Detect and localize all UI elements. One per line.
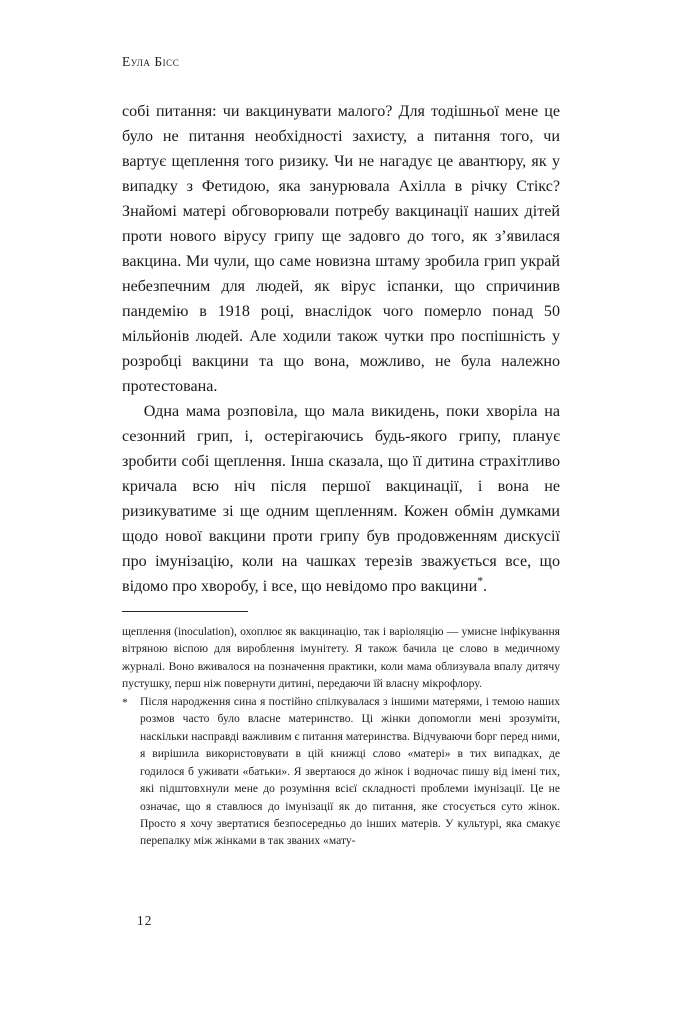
footnote-block xyxy=(122,623,560,850)
footnote-symbol: * xyxy=(122,695,128,709)
body-paragraph: собі питання: чи вакцинувати малого? Для тодішньої мене це було не питання необхідності захисту, а питання того, чи вартує щеплення того ризику. Чи не нагадує це авантюру, як у випадку з Фетидою, яка занурювала Ахілла в річку Стікс? Знайомі матері обговорювали потребу вакцинації наших дітей проти нового вірусу грипу ще задовго до того, як з’явилася вакцина. Ми чули, що саме новизна штаму зробила грип украй небезпечним для людей, як вірус іспанки, що спричинив пандемію в 1918 році, внаслідок чого померло понад 50 мільйонів людей. Але ходили також чутки про поспішність у розробці вакцини та що вона, можливо, не була належно протестована. xyxy=(122,103,560,395)
footnote-reference-marker[interactable]: * xyxy=(477,574,484,588)
footnote-text: Після народження сина я постійно спілкувалася з іншими матерями, і темою наших розмов часто було власне материнство. Ці жінки допомогли мені зрозуміти, наскільки насправді важливим є питання материнства. Відчуваючи борг перед ними, я вирішила використовувати в цій книжці слово «матері» в тих випадках, де годилося б уживати «батьки». Я звертаюся до жінок і водночас пишу від імені тих, які підштовхнули мене до розуміння всієї складності проблеми імунізації. Це не означає, що я ставлюся до імунізації як до питання, яке стосується суто жінок. Просто я хочу звертатися безпосередньо до інших матерів. У культурі, яка смакує перепалку між жінками в так званих «мату- xyxy=(140,694,560,848)
footnote-item xyxy=(122,693,560,850)
footnote-continuation: щеплення (inoculation), охоплює як вакцинацію, так і варіоляцію — умисне інфікування вітряною віспою для вироблення імунітету. Я також бачила це слово в медичному журналі. Воно вживалося на позначення практики, коли мама облизувала впалу дитячу пустушку, перш ніж повернути дитині, передаючи їй власну мікрофлору. xyxy=(122,625,560,691)
body-paragraph: Одна мама розповіла, що мала викидень, поки хворіла на сезонний грип, і, остерігаючись будь-якого грипу, планує зробити собі щеплення. Інша сказала, що її дитина страхітливо кричала всю ніч після першої вакцинації, і вона не ризикуватиме зі ще одним щепленням. Кожен обмін думками щодо нової вакцини проти грипу був продовженням дискусії про імунізацію, коли на чашках терезів зважується все, що відомо про хворобу, і все, що невідомо про вакцини*. xyxy=(122,403,560,595)
body-text-block xyxy=(122,99,560,599)
page-number: 12 xyxy=(137,913,153,928)
footnote-separator-rule xyxy=(122,611,248,612)
body-paragraph-text: Одна мама розповіла, що мала викидень, поки хворіла на сезонний грип, і, остерігаючись будь-якого грипу, планує зробити собі щеплення. Інша сказала, що її дитина страхітливо кричала всю ніч після першої вакцинації, і вона не ризикуватиме зі ще одним щепленням. Кожен обмін думками щодо нової вакцини проти грипу був продовженням дискусії про імунізацію, коли на чашках терезів зважується все, що відомо про хворобу, і все, що невідомо про вакцини xyxy=(122,403,560,595)
running-head: Еула Бісс xyxy=(122,54,180,69)
